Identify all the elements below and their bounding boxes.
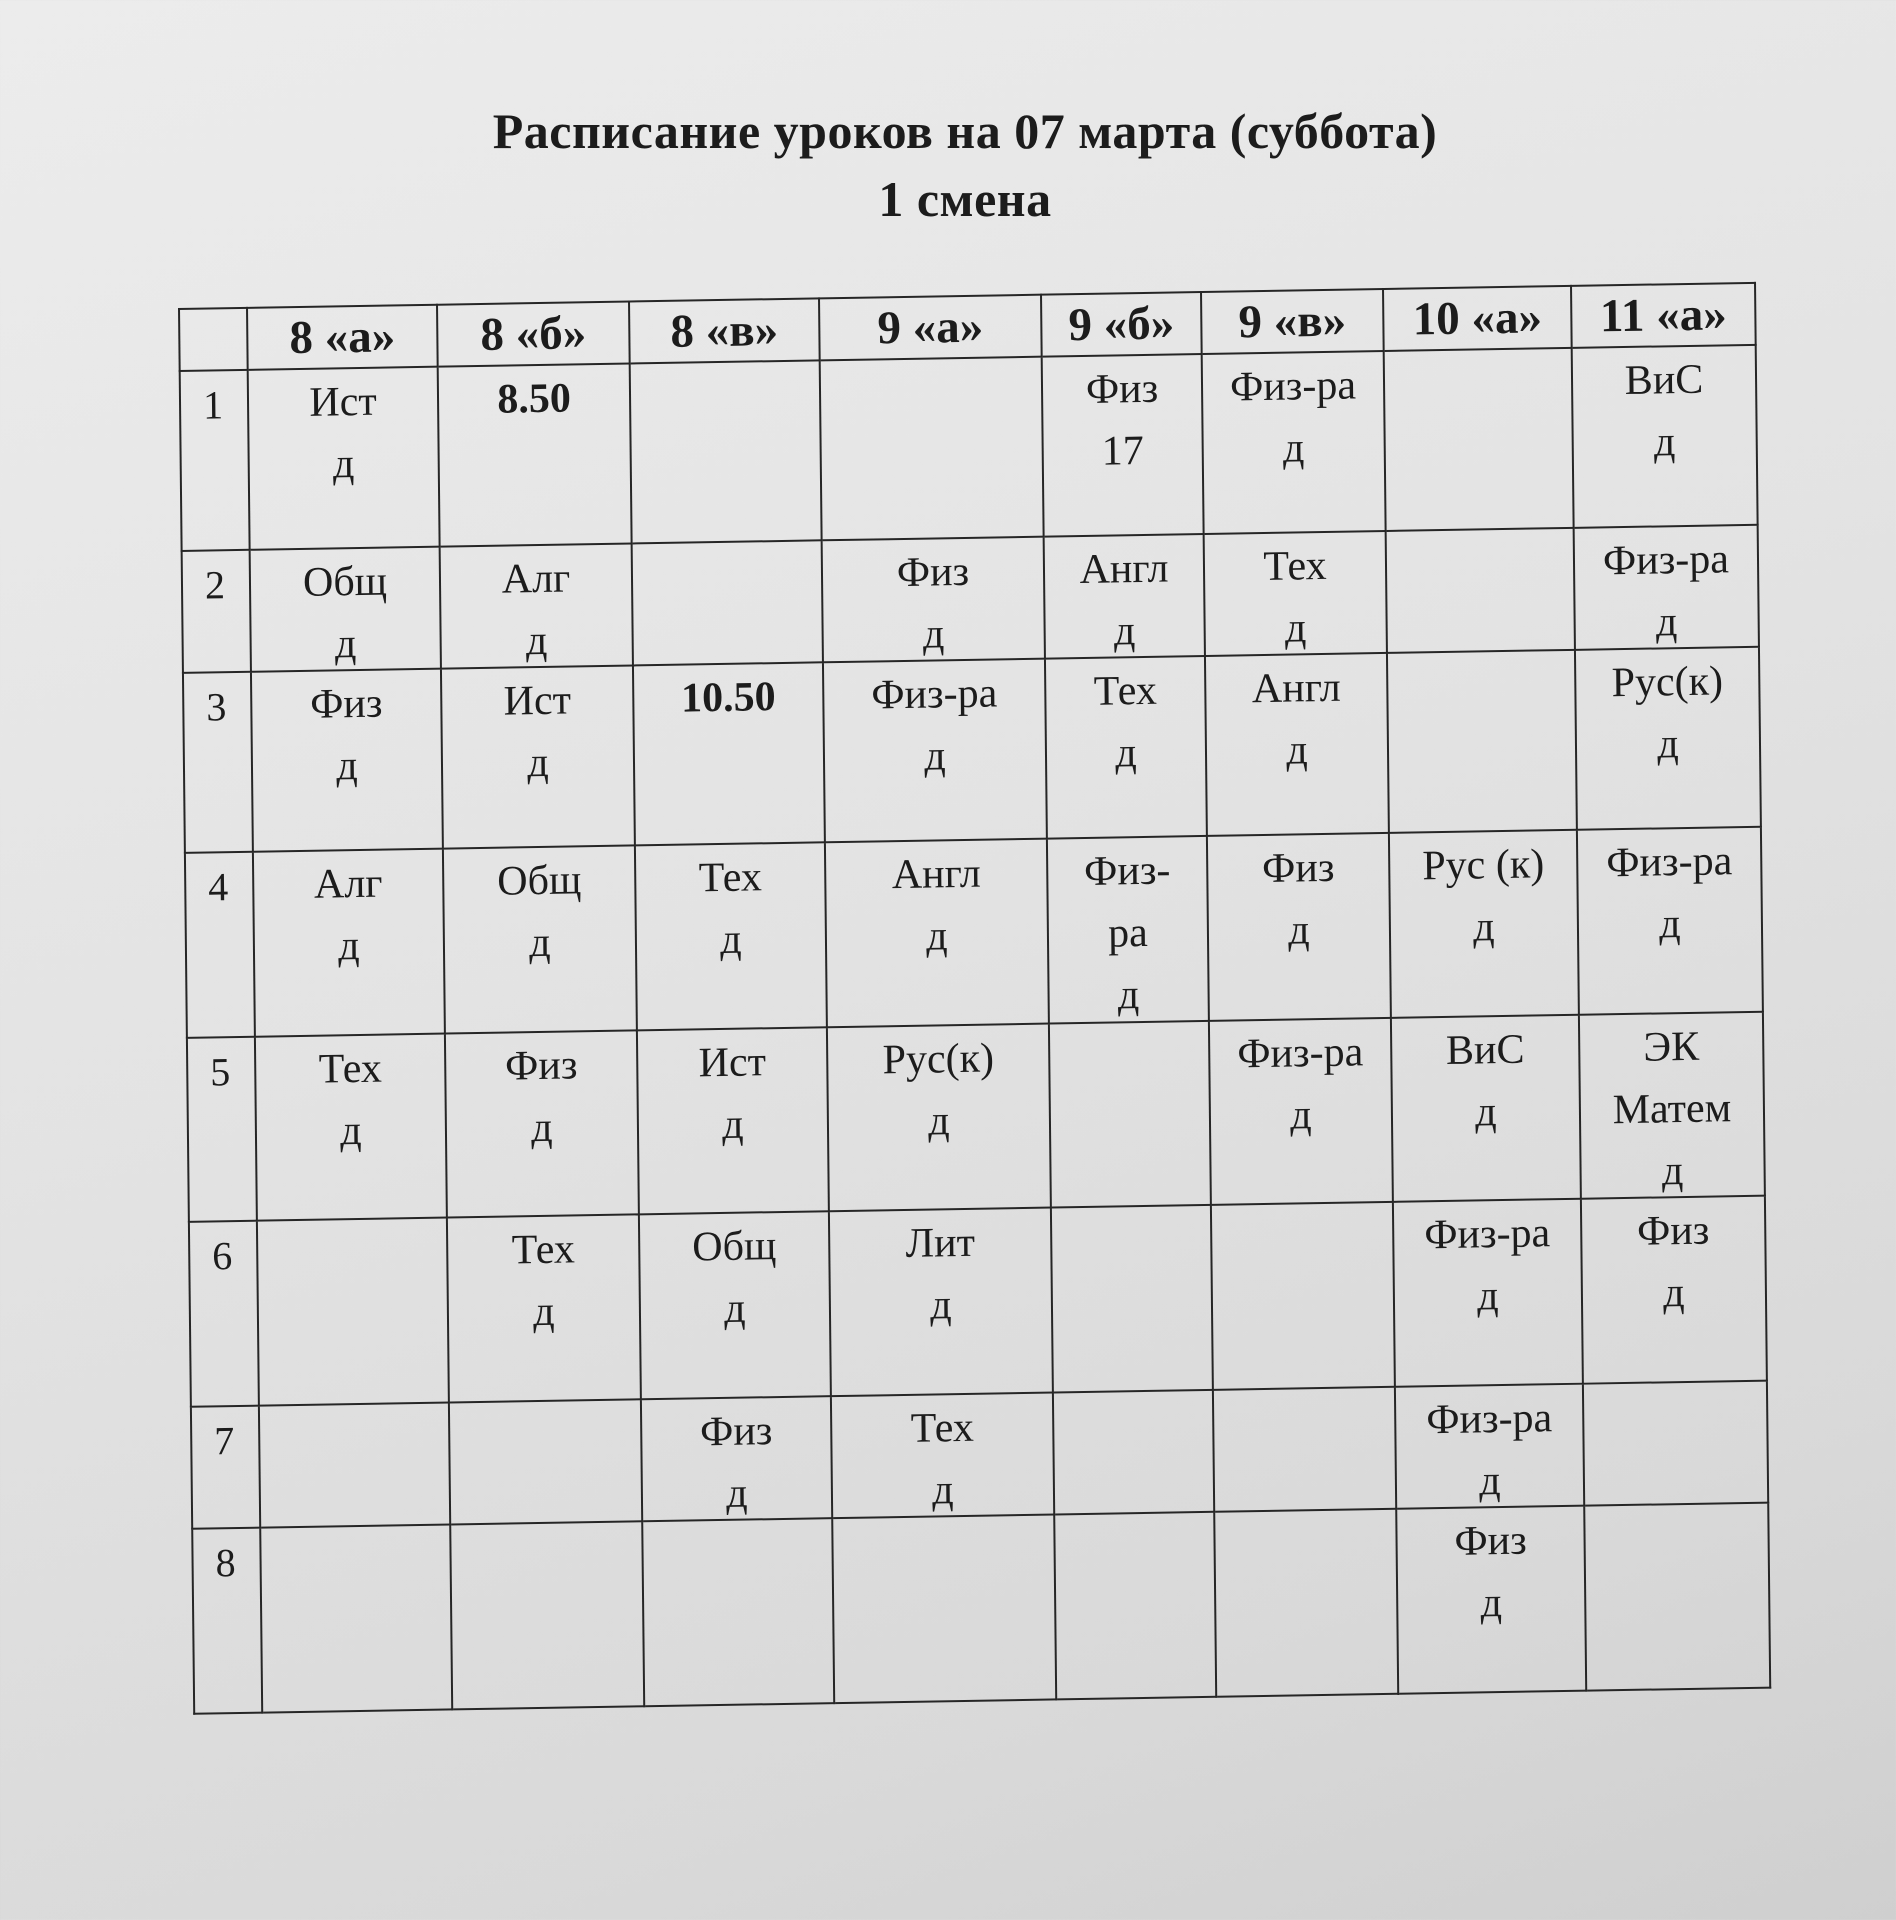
lesson-line: д xyxy=(1661,1148,1684,1195)
lesson-number: 3 xyxy=(183,672,253,853)
lesson-line: д xyxy=(338,922,360,970)
lesson-cell xyxy=(449,1399,642,1524)
lesson-cell xyxy=(825,839,1049,1028)
lesson-line: Общ xyxy=(691,1223,777,1271)
lesson-line: Физ-ра xyxy=(1602,536,1730,585)
lesson-line: д xyxy=(725,1470,748,1517)
lesson-line: д xyxy=(926,913,948,960)
lesson-line: Алг xyxy=(501,555,571,603)
lesson-cell xyxy=(259,1403,450,1528)
lesson-line: д xyxy=(525,617,548,665)
lesson-line: д xyxy=(531,1104,553,1152)
lesson-line: д xyxy=(1478,1458,1501,1505)
lesson-line: Физ-ра xyxy=(1229,362,1357,411)
lesson-line: Рус(к) xyxy=(1611,658,1724,707)
class-header: 8 «в» xyxy=(629,298,820,363)
lesson-line: Физ-ра xyxy=(1237,1029,1364,1078)
lesson-cell xyxy=(1396,1506,1586,1694)
lesson-line: Тех xyxy=(1093,667,1158,715)
lesson-row xyxy=(185,827,1763,1038)
lesson-row xyxy=(183,647,1761,853)
lesson-line: д xyxy=(1290,1092,1312,1139)
lesson-row xyxy=(180,345,1758,551)
schedule-body xyxy=(180,345,1771,1714)
lesson-number: 2 xyxy=(182,550,251,673)
lesson-cell xyxy=(1575,647,1761,830)
lesson-line: д xyxy=(924,733,946,780)
lesson-line: д xyxy=(340,1107,362,1155)
lesson-line: д xyxy=(720,916,742,964)
class-header: 9 «в» xyxy=(1201,289,1384,354)
lesson-cell xyxy=(251,669,443,852)
lesson-cell xyxy=(1574,525,1759,650)
lesson-cell xyxy=(1049,1021,1211,1208)
lesson-cell xyxy=(1389,830,1579,1018)
class-header: 9 «б» xyxy=(1041,292,1202,357)
lesson-line: Алг xyxy=(313,860,383,908)
lesson-cell xyxy=(829,1208,1053,1397)
lesson-line: д xyxy=(1473,904,1495,951)
lesson-cell xyxy=(820,357,1044,541)
start-time: 8.50 xyxy=(497,375,572,423)
lesson-line: Тех xyxy=(698,854,763,902)
lesson-line: Англ xyxy=(1251,664,1342,713)
lesson-line: д xyxy=(922,611,945,658)
lesson-cell xyxy=(440,543,633,668)
lesson-cell xyxy=(248,367,440,550)
lesson-cell xyxy=(1391,1015,1581,1202)
lesson-line: ЭК xyxy=(1643,1023,1700,1071)
lesson-line: д xyxy=(723,1285,746,1332)
lesson-line: д xyxy=(1284,605,1307,652)
lesson-cell xyxy=(1584,1503,1770,1691)
lesson-cell xyxy=(438,364,632,547)
lesson-cell xyxy=(443,845,637,1033)
lesson-cell xyxy=(445,1030,639,1217)
lesson-line: Физ-ра xyxy=(871,670,998,719)
lesson-line: д xyxy=(1117,972,1140,1019)
lesson-cell xyxy=(250,547,441,672)
lesson-cell xyxy=(1207,833,1391,1021)
lesson-line: ра xyxy=(1107,909,1149,957)
lesson-line: Рус (к) xyxy=(1422,841,1545,890)
lesson-cell xyxy=(1204,531,1387,656)
lesson-line: д xyxy=(1286,727,1308,774)
lesson-cell xyxy=(255,1034,447,1221)
lesson-line: Физ- xyxy=(1083,847,1171,895)
schedule-table xyxy=(178,282,1771,1715)
lesson-line: Физ xyxy=(1454,1517,1527,1565)
lesson-line: д xyxy=(1662,1270,1685,1317)
lesson-line: Физ xyxy=(896,548,970,597)
lesson-cell xyxy=(1213,1387,1396,1512)
lesson-line: Матем xyxy=(1612,1085,1732,1134)
lesson-cell xyxy=(823,659,1047,843)
lesson-line: д xyxy=(1653,419,1676,466)
lesson-line: Англ xyxy=(891,850,981,899)
lesson-line: д xyxy=(1476,1273,1499,1320)
lesson-cell xyxy=(831,1392,1054,1518)
class-header: 8 «б» xyxy=(437,302,630,367)
lesson-cell xyxy=(1045,656,1207,839)
lesson-cell xyxy=(1579,1012,1765,1199)
lesson-line: Тех xyxy=(318,1045,383,1093)
lesson-line: Физ-ра xyxy=(1606,838,1733,887)
lesson-line: Тех xyxy=(1263,542,1327,590)
lesson-cell xyxy=(1577,827,1763,1015)
lesson-line: Ист xyxy=(309,378,377,426)
class-header: 11 «а» xyxy=(1571,283,1756,348)
lesson-number: 4 xyxy=(185,852,255,1038)
lesson-cell xyxy=(1209,1018,1393,1205)
lesson-line: Физ xyxy=(1085,365,1159,413)
lesson-line: д xyxy=(1657,721,1679,768)
lesson-cell xyxy=(1042,354,1204,537)
lesson-cell xyxy=(1387,650,1577,833)
lesson-line: д xyxy=(722,1101,744,1148)
lesson-cell xyxy=(635,842,827,1030)
lesson-line: д xyxy=(529,919,551,967)
lesson-line: Физ xyxy=(309,680,383,728)
lesson-line: д xyxy=(336,743,358,790)
lesson-cell xyxy=(1581,1196,1767,1384)
lesson-cell xyxy=(1211,1202,1395,1390)
lesson-line: Тех xyxy=(511,1226,576,1274)
class-header: 10 «а» xyxy=(1383,286,1572,351)
lesson-cell xyxy=(1384,348,1574,531)
lesson-line: Физ xyxy=(1636,1207,1710,1255)
lesson-cell xyxy=(257,1218,449,1406)
lesson-line: д xyxy=(1113,608,1136,655)
lesson-line: Тех xyxy=(910,1404,975,1452)
lesson-cell xyxy=(637,1027,829,1214)
lesson-cell xyxy=(827,1024,1051,1212)
lesson-line: д xyxy=(1655,599,1678,646)
lesson-line: Физ xyxy=(699,1408,773,1456)
lesson-cell xyxy=(1044,534,1205,659)
lesson-line: д xyxy=(1475,1089,1497,1136)
lesson-line: Физ xyxy=(1261,844,1335,893)
lesson-line: д xyxy=(1480,1580,1503,1627)
class-header: 9 «а» xyxy=(819,295,1042,361)
page-title: Расписание уроков на 07 марта (суббота) xyxy=(492,103,1438,159)
lesson-cell xyxy=(832,1514,1056,1703)
lesson-number: 1 xyxy=(180,370,250,551)
lesson-line: Англ xyxy=(1079,545,1169,594)
lesson-line: 17 xyxy=(1101,427,1144,475)
lesson-cell xyxy=(1393,1199,1583,1387)
lesson-number: 6 xyxy=(189,1221,259,1407)
lesson-line: Лит xyxy=(905,1219,976,1267)
lesson-line: д xyxy=(928,1098,950,1145)
lesson-cell xyxy=(641,1396,832,1521)
lesson-line: д xyxy=(334,621,357,668)
lesson-cell xyxy=(633,662,825,845)
lesson-cell xyxy=(253,849,445,1037)
lesson-cell xyxy=(1047,836,1209,1024)
lesson-cell xyxy=(642,1518,834,1706)
lesson-row xyxy=(192,1503,1770,1714)
start-time: 10.50 xyxy=(680,674,776,722)
lesson-cell xyxy=(1583,1381,1768,1506)
lesson-cell xyxy=(1395,1384,1584,1509)
lesson-line: д xyxy=(1288,907,1310,954)
lesson-line: Общ xyxy=(302,558,388,606)
lesson-line: Ист xyxy=(503,677,572,725)
lesson-cell xyxy=(639,1211,831,1399)
lesson-row xyxy=(189,1196,1767,1407)
lesson-line: д xyxy=(929,1282,952,1329)
lesson-line: ВиС xyxy=(1445,1026,1525,1074)
lesson-row xyxy=(187,1012,1765,1222)
lesson-line: Физ-ра xyxy=(1424,1210,1551,1259)
lesson-line: д xyxy=(532,1288,555,1336)
lesson-line: Общ xyxy=(496,857,582,905)
lesson-line: Физ-ра xyxy=(1426,1395,1553,1444)
lesson-cell xyxy=(1054,1512,1216,1700)
lesson-cell xyxy=(630,360,822,543)
lesson-cell xyxy=(1214,1509,1398,1697)
lesson-line: Рус(к) xyxy=(882,1035,995,1084)
corner-cell xyxy=(179,308,248,371)
lesson-line: д xyxy=(332,441,355,488)
lesson-cell xyxy=(1051,1205,1213,1393)
lesson-line: д xyxy=(1659,901,1681,948)
lesson-cell xyxy=(441,665,635,848)
lesson-cell xyxy=(1386,528,1575,653)
lesson-number: 7 xyxy=(191,1406,260,1529)
lesson-cell xyxy=(632,540,823,665)
lesson-line: д xyxy=(1115,730,1137,777)
lesson-cell xyxy=(1053,1390,1214,1515)
lesson-cell xyxy=(447,1214,641,1402)
lesson-cell xyxy=(1572,345,1758,528)
lesson-line: д xyxy=(1282,425,1305,472)
lesson-line: д xyxy=(931,1467,954,1514)
lesson-cell xyxy=(450,1521,644,1709)
class-header: 8 «а» xyxy=(247,305,438,370)
lesson-cell xyxy=(1202,351,1386,534)
lesson-line: ВиС xyxy=(1624,356,1704,405)
page-subtitle: 1 смена xyxy=(878,171,1052,227)
lesson-line: Физ xyxy=(504,1042,578,1090)
lesson-line: Ист xyxy=(698,1039,767,1087)
lesson-cell xyxy=(1205,653,1389,836)
lesson-number: 5 xyxy=(187,1037,257,1222)
lesson-cell xyxy=(822,537,1045,663)
lesson-cell xyxy=(260,1524,452,1712)
lesson-number: 8 xyxy=(192,1528,262,1714)
lesson-line: д xyxy=(527,739,549,787)
